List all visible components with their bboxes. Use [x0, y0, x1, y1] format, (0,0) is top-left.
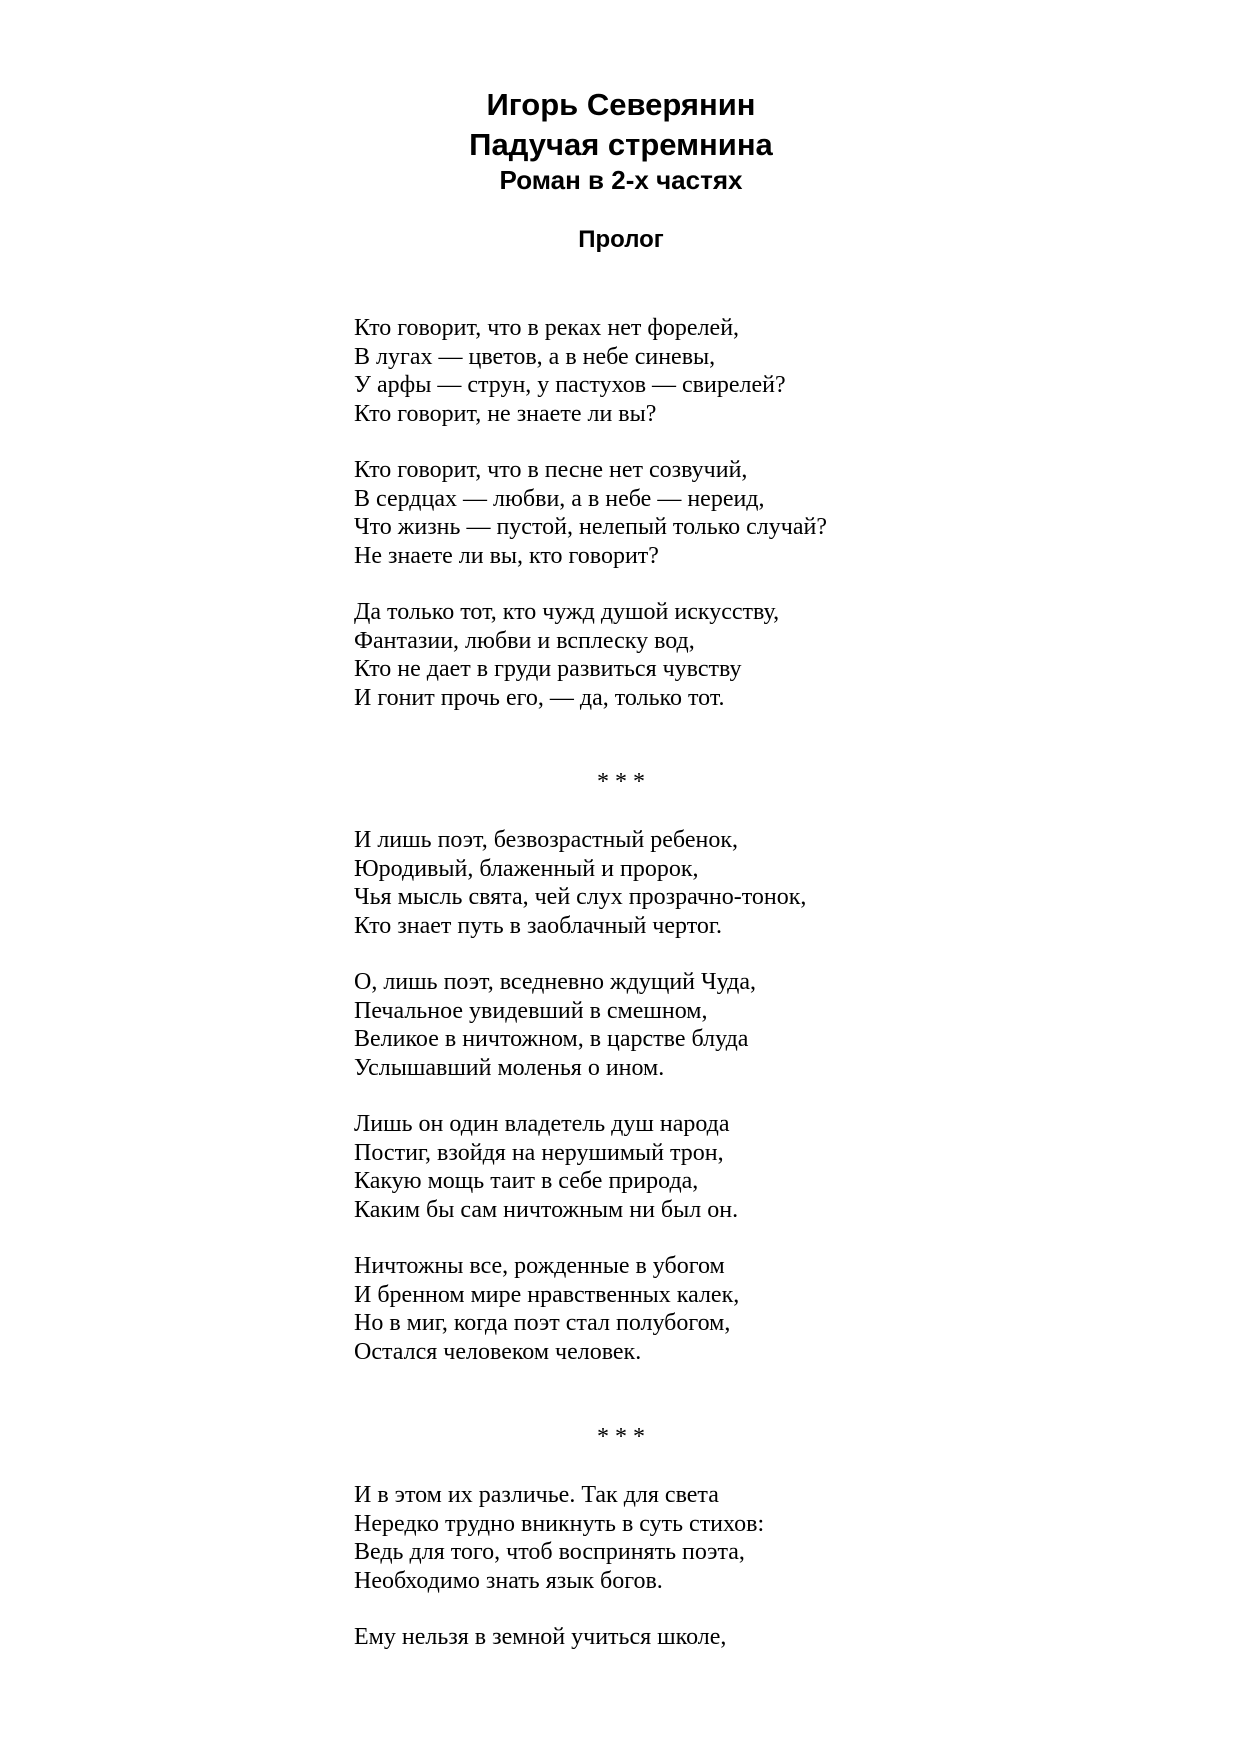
verse-line: О, лишь поэт, вседневно ждущий Чуда, — [354, 969, 756, 995]
verse-line: В сердцах — любви, а в небе — нереид, — [354, 485, 765, 512]
verse-line: Юродивый, блаженный и пророк, — [354, 855, 699, 882]
verse-line: И в этом их различье. Так для света — [354, 1482, 719, 1508]
work-title: Падучая стремнина — [469, 127, 773, 162]
section-separator: * * * — [597, 1424, 645, 1450]
stanza — [354, 456, 827, 570]
stanza — [354, 314, 786, 428]
verse-line: Не знаете ли вы, кто говорит? — [354, 542, 659, 569]
verse-line: Ведь для того, чтоб воспринять поэта, — [354, 1539, 745, 1565]
verse-line: Кто говорит, не знаете ли вы? — [354, 400, 657, 427]
verse-line: Чья мысль свята, чей слух прозрачно-тонок, — [354, 884, 807, 910]
verse-line: Кто говорит, что в реках нет форелей, — [354, 315, 740, 341]
verse-line: В лугах — цветов, а в небе синевы, — [354, 343, 716, 370]
stanza — [354, 598, 779, 712]
verse-line: Нередко трудно вникнуть в суть стихов: — [354, 1510, 765, 1537]
verse-line: Лишь он один владетель душ народа — [354, 1111, 730, 1137]
verse-line: Услышавший моленья о ином. — [354, 1054, 665, 1081]
verse-line: И лишь поэт, безвозрастный ребенок, — [354, 827, 738, 853]
stanza — [354, 1481, 764, 1595]
verse-line: Великое в ничтожном, в царстве блуда — [354, 1026, 749, 1052]
verse-line: Кто говорит, что в песне нет созвучий, — [354, 457, 748, 483]
verse-line: Кто не дает в груди развиться чувству — [354, 656, 742, 682]
verse-line: И бренном мире нравственных калек, — [354, 1281, 740, 1308]
stanza — [354, 968, 756, 1082]
verse-line: Остался человеком человек. — [354, 1338, 642, 1365]
section-separator: * * * — [597, 769, 645, 795]
author-name: Игорь Северянин — [486, 87, 756, 122]
verse-line: Какую мощь таит в себе природа, — [354, 1168, 699, 1194]
verse-line: Да только тот, кто чужд душой искусству, — [354, 599, 780, 625]
verse-line: Постиг, взойдя на нерушимый трон, — [354, 1139, 724, 1166]
stanza — [354, 826, 806, 940]
verse-line: Ему нельзя в земной учиться школе, — [354, 1624, 727, 1650]
verse-line: Кто знает путь в заоблачный чертог. — [354, 912, 723, 939]
work-subtitle: Роман в 2-х частях — [499, 165, 743, 195]
verse-line: Фантазии, любви и всплеску вод, — [354, 627, 695, 654]
verse-line: И гонит прочь его, — да, только тот. — [354, 684, 725, 711]
verse-line: Но в миг, когда поэт стал полубогом, — [354, 1310, 731, 1336]
stanza — [354, 1252, 739, 1366]
stanza — [354, 1623, 726, 1652]
section-title: Пролог — [578, 226, 664, 253]
verse-line: Ничтожны все, рожденные в убогом — [354, 1253, 725, 1279]
verse-line: У арфы — струн, у пастухов — свирелей? — [354, 372, 786, 398]
verse-line: Печальное увидевший в смешном, — [354, 997, 708, 1024]
stanza — [354, 1110, 738, 1224]
verse-line: Каким бы сам ничтожным ни был он. — [354, 1196, 739, 1223]
verse-line: Необходимо знать язык богов. — [354, 1567, 663, 1594]
verse-line: Что жизнь — пустой, нелепый только случай? — [354, 514, 827, 540]
